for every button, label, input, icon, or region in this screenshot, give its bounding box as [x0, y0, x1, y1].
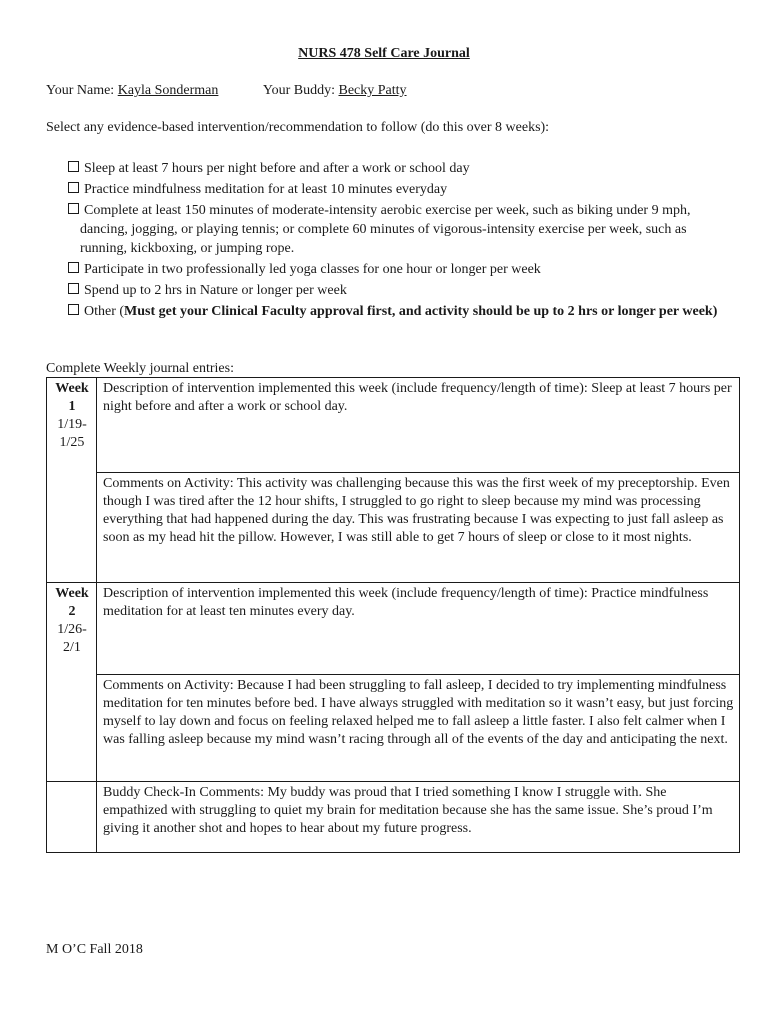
week-date-start: 1/19-	[57, 417, 87, 432]
table-row	[47, 378, 740, 473]
page-title: NURS 478 Self Care Journal	[298, 46, 470, 61]
option-sleep: Sleep at least 7 hours per night before and after a work or school day	[68, 159, 733, 178]
week-1-description: Description of intervention implemented this week (include frequency/length of time): Sleep at least 7 hours per night before and after a work or school day.	[97, 378, 740, 473]
name-value: Kayla Sonderman	[117, 83, 219, 98]
table-row	[47, 472, 740, 582]
intervention-options	[68, 159, 733, 323]
buddy-empty-cell	[47, 782, 97, 853]
option-other: Other (Must get your Clinical Faculty approval first, and activity should be up to 2 hrs or longer per week)	[68, 302, 733, 321]
option-aerobic: Complete at least 150 minutes of moderate-intensity aerobic exercise per week, such as biking under 9 mph, dancing, jogging, or playing tennis; or complete 60 minutes of vigorous-intensity exercise per week, such as running, kickboxing, or jumping rope.	[68, 201, 733, 258]
week-date-start: 1/26-	[57, 622, 87, 637]
week-date-end: 1/25	[59, 435, 85, 450]
week-2-comments: Comments on Activity: Because I had been struggling to fall asleep, I decided to try implementing mindfulness meditation for ten minutes before bed. I have always struggled with meditation so it wasn’t easy, but just forcing myself to lay down and focus on feeling relaxed helped me to fall asleep a little faster. I also felt calmer when I was falling asleep because my mind wasn’t racing through all of the events of the day and anticipating the next.	[97, 675, 740, 782]
week-number: 1	[68, 399, 76, 414]
journal-table	[46, 377, 740, 853]
week-date-end: 2/1	[63, 640, 81, 655]
option-yoga: Participate in two professionally led yoga classes for one hour or longer per week	[68, 260, 733, 279]
checkbox-icon[interactable]	[68, 182, 79, 193]
table-row	[47, 675, 740, 782]
complete-label: Complete Weekly journal entries:	[46, 361, 234, 376]
week-label: Week	[55, 586, 89, 601]
week-label: Week	[55, 381, 89, 396]
option-nature: Spend up to 2 hrs in Nature or longer per week	[68, 281, 733, 300]
select-instruction: Select any evidence-based intervention/recommendation to follow (do this over 8 weeks):	[46, 120, 550, 135]
week-2-description: Description of intervention implemented this week (include frequency/length of time): Practice mindfulness meditation for at least ten minutes every day.	[97, 583, 740, 675]
checkbox-icon[interactable]	[68, 161, 79, 172]
buddy-checkin-comments: Buddy Check-In Comments: My buddy was proud that I tried something I know I struggle with. She empathized with struggling to quiet my brain for meditation because she has the same issue. She’s proud I’m giving it another shot and hopes to hear about my future progress.	[97, 782, 740, 853]
week-1-cell	[47, 378, 97, 583]
buddy-value: Becky Patty	[338, 83, 407, 98]
buddy-label: Your Buddy:	[262, 83, 335, 98]
week-2-cell	[47, 583, 97, 782]
checkbox-icon[interactable]	[68, 283, 79, 294]
table-row	[47, 782, 740, 853]
week-1-comments: Comments on Activity: This activity was challenging because this was the first week of my preceptorship. Even though I was tired after the 12 hour shifts, I struggled to go right to sleep because my mind was processing everything that had happened during the day. This was frustrating because I was expecting to just fall asleep as soon as my head hit the pillow. However, I was still able to get 7 hours of sleep or close to it most nights.	[97, 472, 740, 582]
name-row	[46, 83, 407, 99]
checkbox-icon[interactable]	[68, 203, 79, 214]
week-number: 2	[68, 604, 76, 619]
footer: M O’C Fall 2018	[46, 942, 143, 957]
table-row	[47, 583, 740, 675]
checkbox-icon[interactable]	[68, 262, 79, 273]
checkbox-icon[interactable]	[68, 304, 79, 315]
name-label: Your Name:	[46, 83, 115, 98]
option-mindfulness: Practice mindfulness meditation for at least 10 minutes everyday	[68, 180, 733, 199]
